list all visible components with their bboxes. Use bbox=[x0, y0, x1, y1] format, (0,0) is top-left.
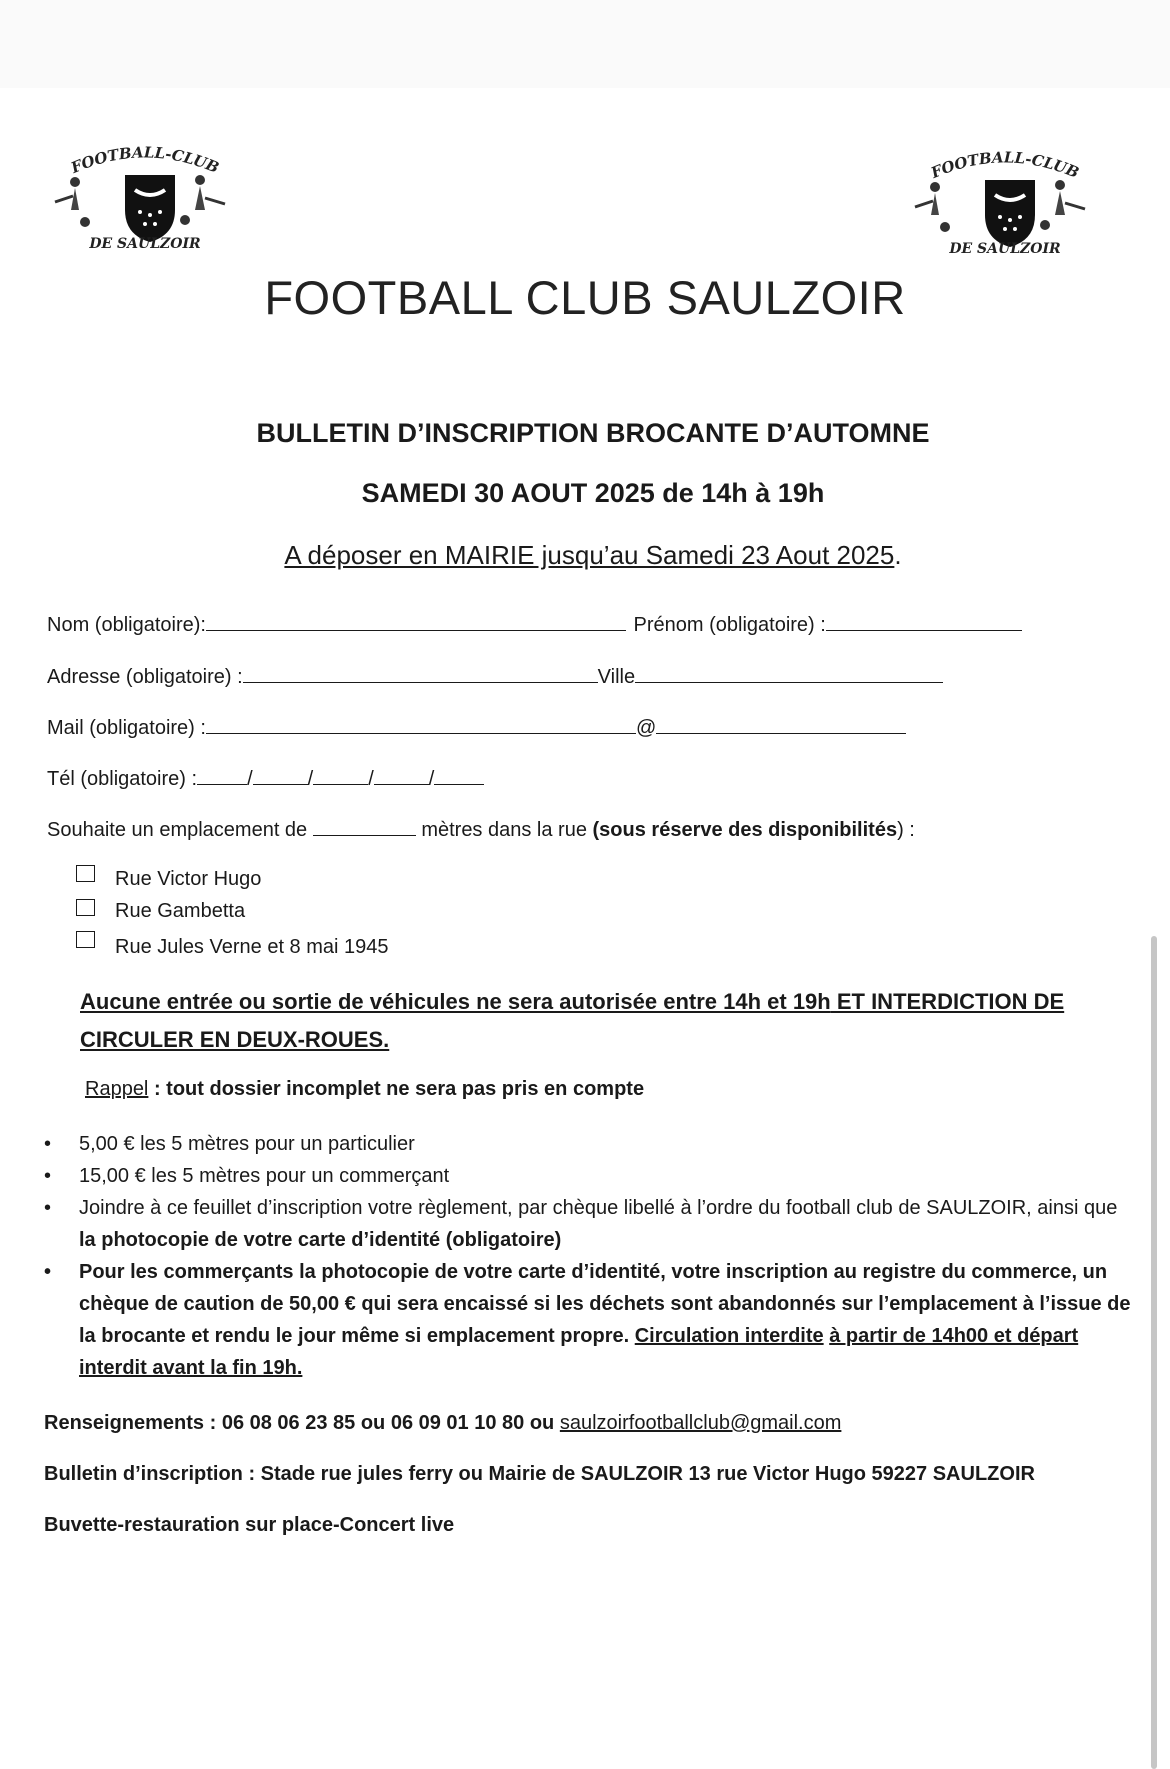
list-item: • 15,00 € les 5 mètres pour un commerçant bbox=[44, 1160, 1134, 1192]
b4-underline1: Circulation interdite bbox=[634, 1325, 824, 1347]
renseignements-line bbox=[44, 1412, 841, 1435]
b3-bold: la photocopie de votre carte d’identité (obligatoire) bbox=[79, 1229, 562, 1251]
tel-field-1[interactable] bbox=[197, 766, 247, 785]
tel-label: Tél (obligatoire) : bbox=[47, 768, 198, 790]
nom-row bbox=[47, 612, 1022, 637]
b4-underline2: à partir de 14h00 et départ interdit avant la fin 19h. bbox=[79, 1325, 1079, 1379]
traffic-warning bbox=[80, 983, 1130, 1059]
list-item bbox=[44, 1256, 1134, 1384]
checkbox-jules-verne[interactable] bbox=[76, 931, 95, 948]
rappel-text: : tout dossier incomplet ne sera pas pris en compte bbox=[148, 1078, 645, 1100]
ville-field[interactable] bbox=[635, 664, 943, 683]
checkbox-victor-hugo[interactable] bbox=[76, 865, 95, 882]
tel-field-3[interactable] bbox=[313, 766, 368, 785]
at-sign: @ bbox=[635, 717, 657, 739]
deposit-text: A déposer en MAIRIE jusqu’au Samedi 23 Aout 2025 bbox=[284, 540, 895, 570]
logo-bottom-text: DE SAULZOIR bbox=[949, 241, 1061, 257]
emplacement-prefix: Souhaite un emplacement de bbox=[47, 819, 308, 841]
emplacement-end: ) : bbox=[897, 819, 915, 841]
logo-top-text: FOOTBALL-CLUB bbox=[928, 148, 1082, 182]
street-victor-hugo: Rue Victor Hugo bbox=[115, 868, 262, 890]
page-title: FOOTBALL CLUB SAULZOIR bbox=[264, 271, 906, 324]
scrollbar[interactable] bbox=[1151, 936, 1157, 1769]
renseignements-text: Renseignements : 06 08 06 23 85 ou 06 09 01 10 80 ou bbox=[44, 1412, 560, 1434]
mail-label: Mail (obligatoire) : bbox=[47, 717, 206, 739]
buvette-line: Buvette-restauration sur place-Concert live bbox=[44, 1514, 455, 1536]
logo-bottom-text: DE SAULZOIR bbox=[89, 236, 201, 252]
tel-separator: / bbox=[307, 768, 314, 790]
tel-field-5[interactable] bbox=[434, 766, 484, 785]
list-item: • 5,00 € les 5 mètres pour un particulier bbox=[44, 1128, 1134, 1160]
emplacement-reserve: (sous réserve des disponibilités bbox=[592, 819, 898, 841]
tel-field-4[interactable] bbox=[374, 766, 429, 785]
adresse-row bbox=[47, 664, 943, 689]
contact-email-link[interactable]: saulzoirfootballclub@gmail.com bbox=[559, 1412, 842, 1434]
adresse-label: Adresse (obligatoire) : bbox=[47, 666, 243, 688]
prenom-field[interactable] bbox=[826, 612, 1022, 631]
tel-separator: / bbox=[428, 768, 435, 790]
street-gambetta: Rue Gambetta bbox=[115, 900, 246, 922]
adresse-field[interactable] bbox=[243, 664, 598, 683]
conditions-list bbox=[44, 1128, 1134, 1384]
warning-part1: Aucune entrée ou sortie de véhicules ne sera autorisée entre 14h et 19h bbox=[80, 989, 831, 1014]
rappel-label: Rappel bbox=[85, 1078, 149, 1100]
prenom-label: Prénom (obligatoire) : bbox=[633, 614, 826, 636]
mail-field[interactable] bbox=[206, 715, 636, 734]
bulletin-location: Bulletin d’inscription : Stade rue jules ferry ou Mairie de SAULZOIR 13 rue Victor Hugo 59227 SAULZOIR bbox=[44, 1463, 1035, 1485]
list-item bbox=[44, 1192, 1134, 1256]
bulletin-heading: BULLETIN D’INSCRIPTION BROCANTE D’AUTOMNE bbox=[256, 418, 930, 448]
warning-part2: ET INTERDICTION DE CIRCULER EN DEUX-ROUES. bbox=[80, 989, 1065, 1052]
rappel-line bbox=[85, 1078, 644, 1101]
club-logo-left bbox=[45, 140, 245, 275]
mail-row bbox=[47, 715, 906, 740]
tel-field-2[interactable] bbox=[253, 766, 308, 785]
top-band bbox=[0, 0, 1170, 88]
svg-text:FOOTBALL-CLUB bbox=[67, 143, 221, 177]
b3-normal: Joindre à ce feuillet d’inscription votre règlement, par chèque libellé à l’ordre du football club de SAULZOIR, ainsi que bbox=[79, 1197, 1118, 1219]
mail-domain-field[interactable] bbox=[656, 715, 906, 734]
emplacement-middle: mètres dans la rue bbox=[421, 819, 587, 841]
ville-label: Ville bbox=[597, 666, 636, 688]
tel-separator: / bbox=[368, 768, 374, 790]
event-date: SAMEDI 30 AOUT 2025 de 14h à 19h bbox=[361, 478, 825, 508]
b4-bold: Pour les commerçants la photocopie de votre carte d’identité, votre inscription au registre du commerce, un chèque de caution de 50,00 € qui sera encaissé si les déchets sont abandonnés sur l’emplacement à l’issue de la brocante et rendu le jour même si emplacement propre. bbox=[79, 1261, 1131, 1347]
deposit-line bbox=[0, 540, 1170, 571]
tel-row bbox=[47, 766, 484, 791]
metres-field[interactable] bbox=[313, 817, 416, 836]
club-logo-right bbox=[905, 145, 1105, 280]
checkbox-gambetta[interactable] bbox=[76, 899, 95, 916]
nom-field[interactable] bbox=[206, 612, 626, 631]
nom-label: Nom (obligatoire): bbox=[47, 614, 206, 636]
tel-separator: / bbox=[247, 768, 253, 790]
logo-top-text: FOOTBALL-CLUB bbox=[68, 143, 222, 177]
deposit-period: . bbox=[894, 540, 902, 570]
emplacement-row bbox=[47, 817, 915, 842]
svg-text:FOOTBALL-CLUB bbox=[927, 148, 1081, 182]
street-jules-verne: Rue Jules Verne et 8 mai 1945 bbox=[115, 936, 389, 958]
